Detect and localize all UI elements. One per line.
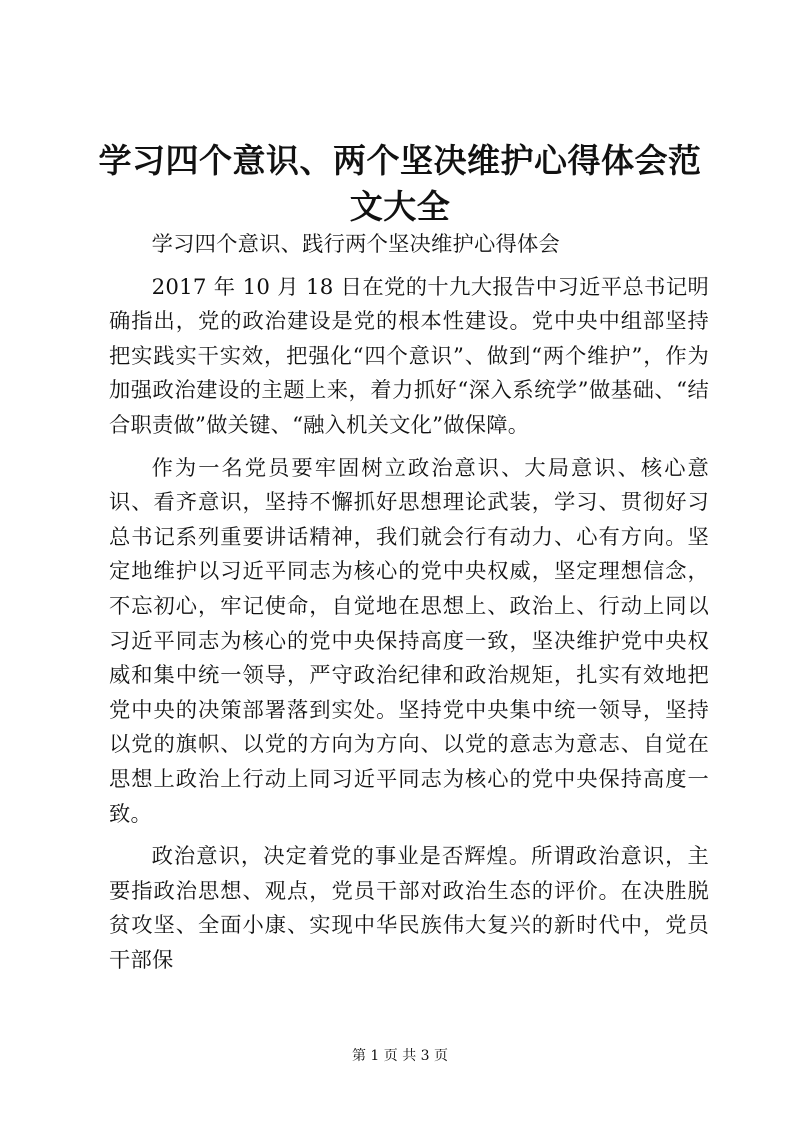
document-title: 学习四个意识、两个坚决维护心得体会范文大全	[98, 141, 702, 226]
body-paragraph-2: 作为一名党员要牢固树立政治意识、大局意识、核心意识、看齐意识，坚持不懈抓好思想理论武装，学习、贯彻好习总书记系列重要讲话精神，我们就会行有动力、心有方向。坚定地维护以习近平同志为核心的党中央权威，坚定理想信念，不忘初心，牢记使命，自觉地在思想上、政治上、行动上同以习近平同志为核心的党中央保持高度一致，坚决维护党中央权威和集中统一领导，严守政治纪律和政治规矩，扎实有效地把党中央的决策部署落到实处。坚持党中央集中统一领导，坚持以党的旗帜、以党的方向为方向、以党的意志为意志、自觉在思想上政治上行动上同习近平同志为核心的党中央保持高度一致。	[109, 455, 709, 827]
subtitle-paragraph: 学习四个意识、践行两个坚决维护心得体会	[151, 232, 561, 257]
page-footer: 第 1 页 共 3 页	[351, 1048, 449, 1064]
document-body	[109, 228, 709, 986]
body-paragraph-1: 2017 年 10 月 18 日在党的十九大报告中习近平总书记明确指出，党的政治建设是党的根本性建设。党中央中组部坚持把实践实干实效，把强化“四个意识”、做到“两个维护”，作为加强政治建设的主题上来，着力抓好“深入系统学”做基础、“结合职责做”做关键、“融入机关文化”做保障。	[109, 274, 709, 438]
body-paragraph-3: 政治意识，决定着党的事业是否辉煌。所谓政治意识，主要指政治思想、观点，党员干部对政治生态的评价。在决胜脱贫攻坚、全面小康、实现中华民族伟大复兴的新时代中，党员干部保	[109, 844, 709, 973]
